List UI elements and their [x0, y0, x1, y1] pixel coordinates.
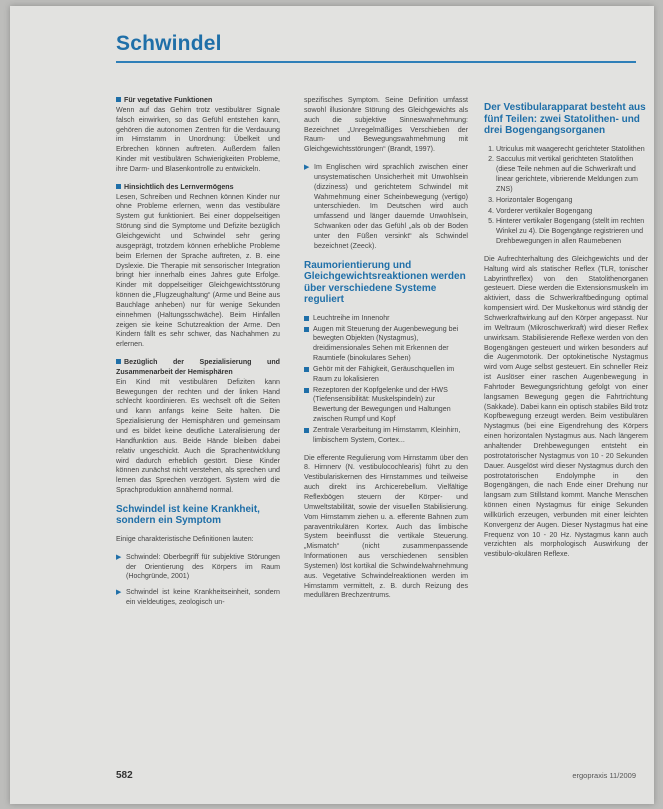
arrow-right-icon: ▶	[116, 553, 122, 561]
section-hemispheres	[116, 358, 280, 496]
paragraph: spezifisches Symptom. Seine Definition umfasst sowohl illusionäre Störung des Gleichgewichts als auch die subjektive Sinneswahrnehmung: Bezeichnet „Unregelmäßiges Verschieben der Raum- und Bewegungswahrnehmung mit Gleichgewichtsstörungen“ (Brandt, 1997).	[304, 96, 468, 154]
list-item: 1. Utriculus mit waagerecht gerichteter Statolithen	[496, 145, 648, 155]
square-bullet-icon	[304, 428, 309, 433]
square-bullet-icon	[304, 388, 309, 393]
heading-space-orientation: Raumorientierung und Gleichgewichtsreaktionen werden über verschiedene Systeme reguliert	[304, 259, 466, 306]
section-heading: Bezüglich der Spezialisierung und Zusammenarbeit der Hemisphären	[116, 358, 280, 376]
arrow-right-icon: ▶	[304, 164, 310, 172]
title-rule	[116, 61, 636, 63]
section-heading: Hinsichtlich des Lernvermögens	[124, 182, 234, 191]
document-page	[10, 6, 654, 804]
page-title: Schwindel	[116, 32, 222, 55]
section-text: Wenn auf das Gehirn trotz vestibulärer Signale falsch einwirken, so das Gefühl entstehen kann, gehören die autonomen Zentren für die Verdauung im Hirnstamm in Unordnung: Übelkeit und Erbrechen können auftreten. Außerdem fallen Kinder mit vestibulären Schwierigkeiten Probleme, ihre Darm- und Blasenkontrolle zu entwickeln.	[116, 105, 280, 173]
list-item: Gehör mit der Fähigkeit, Geräuschquellen im Raum zu lokalisieren	[304, 365, 468, 385]
heading-vestibular-apparatus: Der Vestibularapparat besteht aus fünf Teilen: zwei Statolithen- und drei Bogengangsorganen	[484, 102, 646, 136]
section-vegetative	[116, 96, 280, 175]
list-item: Leuchtreihe im Innenohr	[304, 314, 468, 324]
square-bullet-icon	[304, 367, 309, 372]
list-item: Zentrale Verarbeitung im Hirnstamm, Kleinhirn, limbischem System, Cortex...	[304, 426, 468, 446]
paragraph: Die Aufrechterhaltung des Gleichgewichts und der Haltung wird als statischer Reflex (TLR, tonischer Labyrinthreflex) von den Statolithenorganen gesteuert. Diese werden die Extensionsmuskeln im aktiviert, dass die Schwerkraftbedingung optimal kompensiert wird. Der Muskeltonus wird ständig der Schwerkraftwirkung auf den Körper angepasst. Nur im Weltraum (Mikroschwerkraft) wird dieser Reflex unwirksam. Stabilisierende Reflexe werden von den Bogengängen gesteuert und wirken besonders auf die Augenmotorik. Der optokinetische Nystagmus wird vom Auge selbst gesteuert. Ein schneller Reiz ist Auslöser einer raschen Augenbewegung in Fahrtoder Bewegungsrichtung gefolgt von einer langsamen Bewegung gegen die Fahrtrichtung (Sakkade). Dabei kann ein optisch stabiles Bild trotz Kopfbewegung erzeugt werden. Beim vestibulären Nystagmus (bei eine Eigendrehung des Körpers einen horizontalen Nystagmus aus. Nach längerem anhaltender Drehbewegungen entsteht ein postrotatorischer Nystagmus von 10 - 20 Sekunden Dauer. Ausgelöst wird dieser Nystagmus durch den postrotatorischen Endolymphe in den Bogengängen, die nach Ende einer Drehung nur langsam zum Stillstand kommt. Manche Menschen können einen Nystagmus für einige Sekunden willkürlich erzeugen, verbunden mit einer leichten Konvergenz der Augen. Dieser Nystagmus hat eine Frequenz von 10 - 20 Hz. Nystagmus kann auch verzichten als morphologisch Auswirkung der vestibulo-okulären Reflexe.	[484, 254, 648, 559]
heading-symptom: Schwindel ist keine Krankheit, sondern ein Symptom	[116, 503, 260, 527]
english-note-list	[304, 163, 468, 252]
column-middle	[304, 96, 468, 609]
page-number: 582	[116, 770, 133, 781]
square-bullet-icon	[116, 184, 121, 189]
section-text: Lesen, Schreiben und Rechnen können Kinder nur ohne Probleme erlernen, wenn das vestibuläre System gut funktioniert. Bei einer doppelseitigen Störung sind die Symptome und Defizite bezüglich Gleichgewicht und Schwindel sehr gering ausgeprägt, trotzdem können erhebliche Probleme beim Erlernen der Sprache auftreten, z. B. eine Dyslexie. Die Therapie mit sensorischer Integration bringt hier innerhalb eines Jahres gute Erfolge. Kinder mit doppelseitiger Gleichgewichtsstörung können die „Flugzeughaltung“ (Arme und Beine aus Bauchlage anheben) nur für wenige Sekunden einnehmen (Haltungsschwäche). Beim Hinfallen zeigen sie keine Schutzreaktion der Arme. Den Kindern fällt es sehr schwer, das Nachahmen zu erlernen.	[116, 192, 280, 349]
list-item: Augen mit Steuerung der Augenbewegung bei bewegten Objekten (Nystagmus), dreidimensionales Sehen mit Erkennen der Raumtiefe (binokulares Sehen)	[304, 325, 468, 364]
square-bullet-icon	[116, 97, 121, 102]
paragraph: Die efferente Regulierung vom Hirnstamm über den 8. Hirnnerv (N. vestibulocochlearis) führt zu den Vestibulariskernen des Hirnstammes und teilweise auch direkt ins Archicerebellum. Vielfältige Reflexbögen steuern der Körper- und Umweltstabilität, sowie der visuellen Stabilisierung. Vom Hirnstamm ziehen u. a. efferente Bahnen zum paraventrikulären Kortex. Auch das limbische System beeinflusst die vertikale Steuerung. „Mismatch“ (nicht zusammenpassende Informationen aus verschiedenen sensiblen Systemen) löst kortikal die Schwindelwahrnehmung aus. Vegetative Schwindelreaktionen werden im Hirnstamm vermittelt, z. B. durch Reizung des medullären Brechzentrums.	[304, 453, 468, 600]
definition-list	[116, 553, 280, 608]
apparatus-parts-list	[484, 145, 648, 247]
journal-name: ergopraxis 11/2009	[572, 771, 636, 780]
column-right	[484, 96, 648, 568]
list-item: 5. Hinterer vertikaler Bogengang (stellt im rechten Winkel zu 4). Die Bogengänge registrieren und Drehbewegungen in allen Raumebenen	[496, 217, 648, 247]
square-bullet-icon	[304, 327, 309, 332]
list-item: 3. Horizontaler Bogengang	[496, 196, 648, 206]
list-item: ▶ Schwindel: Oberbegriff für subjektive Störungen der Orientierung des Körpers im Raum (Hochgründe, 2001)	[116, 552, 280, 581]
list-item: 2. Sacculus mit vertikal gerichteten Statolithen (diese Teile nehmen auf die Schwerkraft und linear gerichtete, vibrierende Meldungen zum ZNS)	[496, 155, 648, 194]
section-text: Ein Kind mit vestibulären Defiziten kann Bewegungen der rechten und der linken Hand schlecht koordinieren. Es wechselt oft die Seiten und kann anfangs keine Seite halten. Die Spezialisierung der Hemisphären und gemeinsam und es bildet keine deutliche Lateralisierung der Handfunktion aus. Beide Hände bleiben dabei relativ ungeschickt. Auch die Sprachentwicklung wird dadurch erheblich gestört. Diese Kinder können zunächst nicht verstehen, als sprechen und lernen das Sprechen verzögert. System wird die Sprachproduktion annähernd normal.	[116, 377, 280, 495]
list-item: 4. Vorderer vertikaler Bogengang	[496, 207, 648, 217]
list-item: ▶ Im Englischen wird sprachlich zwischen einer unsystematischen Unsicherheit mit Unwohlsein (dizziness) und gerichtetem Schwindel mit Wahrnehmung einer Scheinbewegung (vertigo) unterschieden. Im Deutschen wird auch umfassend und länger dauernde Unwohlsein, Schwanken oder das Gefühl „als ob der Boden unter den Füßen versinkt“ als Schwindel bezeichnet (Zeeck).	[304, 163, 468, 250]
section-learning	[116, 183, 280, 350]
square-bullet-icon	[304, 316, 309, 321]
section-heading: Für vegetative Funktionen	[124, 96, 213, 104]
systems-list	[304, 314, 468, 446]
arrow-right-icon: ▶	[116, 589, 122, 597]
definition-intro: Einige charakteristische Definitionen lauten:	[116, 534, 254, 543]
square-bullet-icon	[116, 359, 121, 364]
list-item: ▶ Schwindel ist keine Krankheitseinheit, sondern ein vieldeutiges, zeologisch un-	[116, 588, 280, 607]
list-item: Rezeptoren der Kopfgelenke und der HWS (Tiefensensibilität: Muskelspindeln) zur Bewertung der Bewegungen und Haltungen zwischen Rumpf und Kopf	[304, 386, 468, 425]
column-left	[116, 96, 280, 616]
